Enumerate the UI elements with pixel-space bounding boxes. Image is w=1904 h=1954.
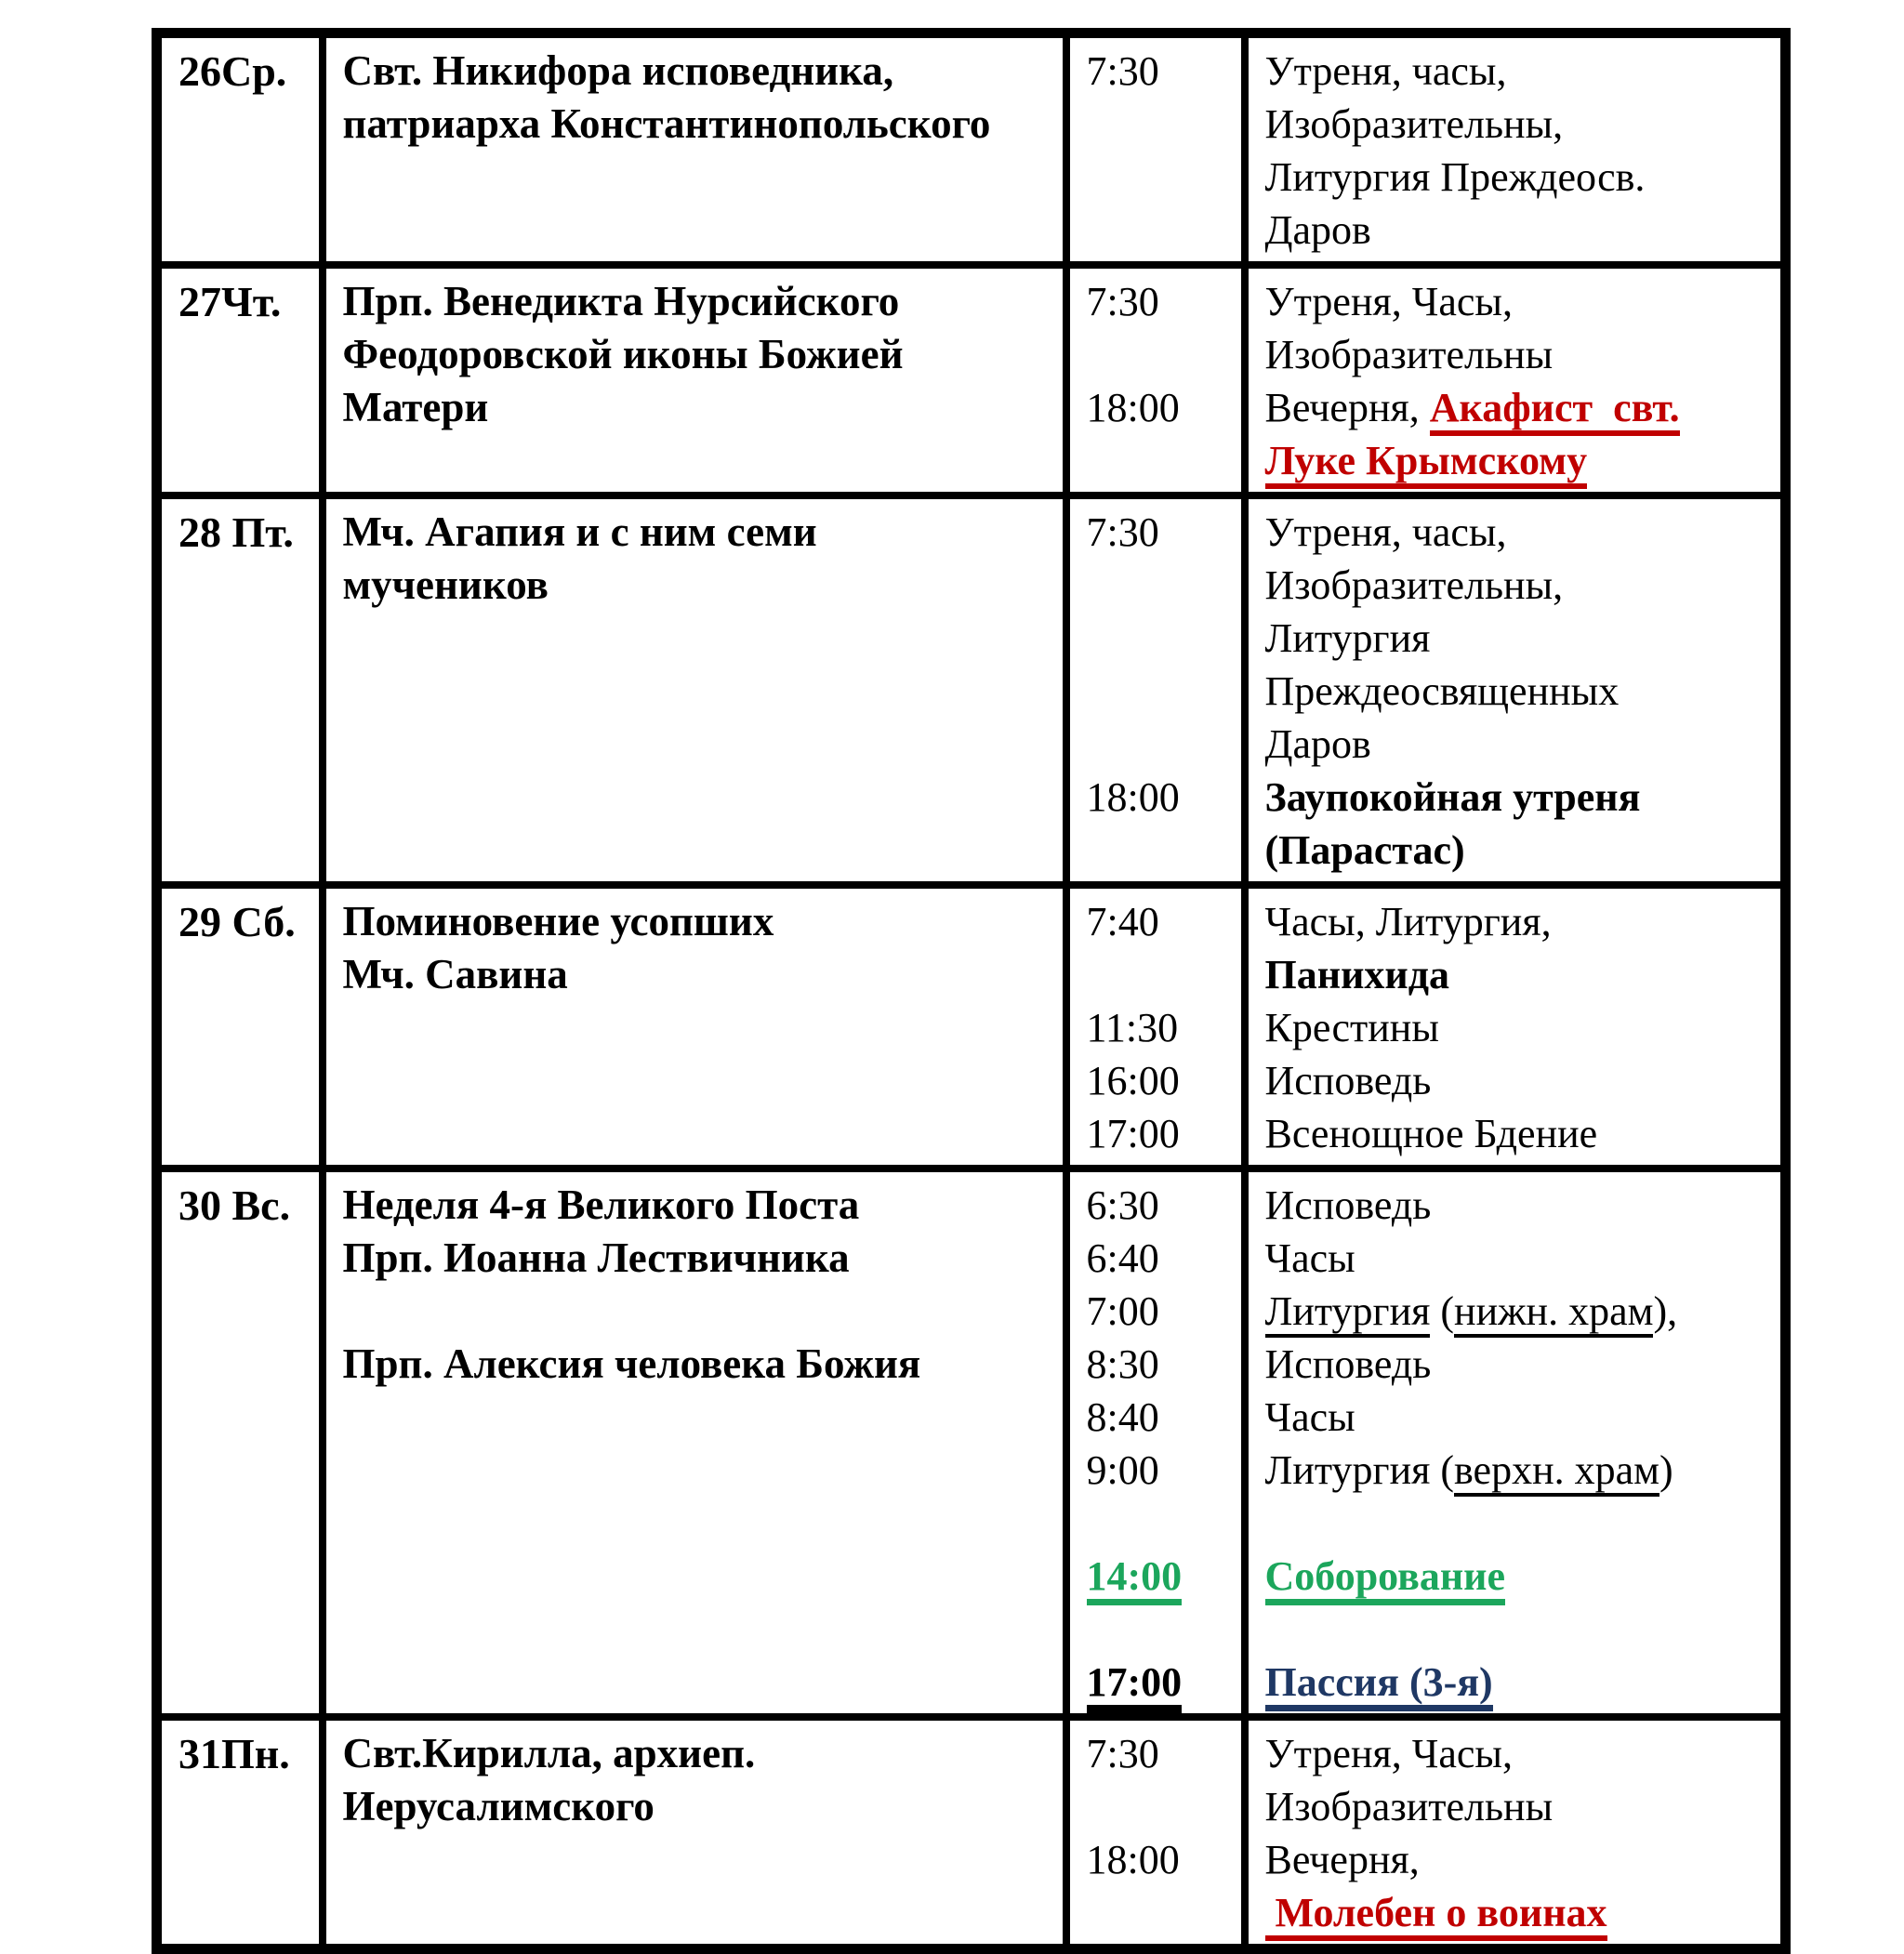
service-line	[1265, 1603, 1776, 1656]
service-line	[1265, 1444, 1776, 1497]
table-row	[157, 1717, 1786, 1949]
feast-line: Матери	[342, 384, 489, 430]
time-value: 7:30	[1086, 279, 1159, 324]
service-line	[1265, 1833, 1776, 1886]
time-line	[1087, 718, 1236, 771]
time-line	[1087, 1338, 1236, 1391]
feast-cell	[323, 1168, 1066, 1717]
service-text: Утреня, Часы,	[1264, 1731, 1513, 1776]
feast-line: патриарха Константинопольского	[342, 100, 991, 147]
service-line	[1265, 45, 1776, 98]
service-line	[1265, 1054, 1776, 1107]
service-text: Часы	[1264, 1394, 1355, 1440]
service-line	[1265, 895, 1776, 948]
feast-line: Мч. Савина	[342, 951, 568, 997]
time-value: 17:00	[1087, 1659, 1183, 1713]
feast-line: Прп. Алексия человека Божия	[342, 1340, 921, 1387]
time-line	[1087, 275, 1236, 328]
feast-cell	[323, 33, 1066, 266]
service-text: Исповедь	[1264, 1341, 1432, 1387]
date-cell	[157, 495, 323, 885]
service-text: (	[1430, 1288, 1455, 1334]
service-text: Литургия (	[1264, 1447, 1455, 1493]
time-line	[1087, 1001, 1236, 1054]
service-text: верхн. храм	[1454, 1447, 1659, 1497]
time-value: 8:30	[1086, 1341, 1159, 1387]
date-cell	[157, 1717, 323, 1949]
service-line	[1265, 328, 1776, 381]
service-text: Даров	[1264, 207, 1371, 253]
service-text: )	[1659, 1447, 1673, 1493]
service-line	[1265, 718, 1776, 771]
time-value: 7:30	[1086, 1731, 1159, 1776]
service-text: Луке Крымскому	[1265, 438, 1588, 489]
time-line	[1087, 1603, 1236, 1656]
time-line	[1087, 1107, 1236, 1160]
service-line	[1265, 151, 1776, 204]
services-cell	[1245, 1717, 1786, 1949]
time-line	[1087, 381, 1236, 434]
schedule-table	[152, 28, 1791, 1954]
date-label: 31Пн.	[178, 1730, 290, 1777]
service-line	[1265, 824, 1776, 877]
time-value: 8:40	[1086, 1394, 1159, 1440]
service-line	[1265, 1179, 1776, 1232]
time-value: 6:30	[1086, 1182, 1159, 1228]
feast-line: Свт.Кирилла, архиеп.	[342, 1730, 756, 1776]
service-line	[1265, 1727, 1776, 1780]
table-row	[157, 33, 1786, 266]
time-cell	[1066, 885, 1245, 1168]
time-line	[1087, 1727, 1236, 1780]
time-line	[1087, 1391, 1236, 1444]
time-cell	[1066, 1168, 1245, 1717]
service-text: Молебен о воинах	[1265, 1890, 1607, 1941]
time-value: 17:00	[1086, 1111, 1180, 1156]
time-value: 18:00	[1086, 1837, 1180, 1882]
feast-cell	[323, 885, 1066, 1168]
time-value: 11:30	[1086, 1005, 1179, 1050]
service-line	[1265, 665, 1776, 718]
service-text: Утреня, Часы,	[1264, 279, 1513, 324]
time-value: 7:00	[1086, 1288, 1159, 1334]
feast-line: Феодоровской иконы Божией	[342, 331, 904, 377]
service-line	[1265, 1338, 1776, 1391]
service-text: Даров	[1264, 721, 1371, 767]
time-line	[1087, 1886, 1236, 1939]
service-text: (Парастас)	[1264, 827, 1465, 873]
service-text: Исповедь	[1264, 1182, 1432, 1228]
services-cell	[1245, 265, 1786, 495]
service-text: Заупокойная утреня	[1264, 774, 1641, 820]
time-value: 16:00	[1086, 1058, 1180, 1103]
service-line	[1265, 1391, 1776, 1444]
service-text: Часы, Литургия,	[1264, 899, 1552, 944]
time-line	[1087, 771, 1236, 824]
service-text: Панихида	[1264, 952, 1450, 997]
service-line	[1265, 771, 1776, 824]
service-text: Изобразительны,	[1264, 101, 1564, 147]
service-text: Всенощное Бдение	[1264, 1111, 1598, 1156]
time-line	[1087, 434, 1236, 487]
service-line	[1265, 1886, 1776, 1939]
service-text: Утреня, часы,	[1264, 48, 1507, 94]
service-line	[1265, 1656, 1776, 1709]
service-line	[1265, 612, 1776, 665]
service-text: Акафист свт.	[1430, 385, 1680, 436]
date-label: 27Чт.	[178, 278, 282, 325]
date-label: 26Ср.	[178, 47, 287, 95]
time-value: 7:40	[1086, 899, 1159, 944]
services-cell	[1245, 495, 1786, 885]
time-line	[1087, 1054, 1236, 1107]
service-line	[1265, 98, 1776, 151]
feast-cell	[323, 495, 1066, 885]
service-line	[1265, 1497, 1776, 1550]
time-value: 18:00	[1086, 774, 1180, 820]
time-line	[1087, 1179, 1236, 1232]
feast-line: Неделя 4-я Великого Поста	[342, 1182, 860, 1228]
services-cell	[1245, 33, 1786, 266]
service-text: Вечерня,	[1264, 385, 1430, 430]
feast-line: Иерусалимского	[342, 1783, 654, 1829]
date-cell	[157, 1168, 323, 1717]
time-line	[1087, 1285, 1236, 1338]
time-line	[1087, 98, 1236, 151]
time-cell	[1066, 265, 1245, 495]
service-text: Преждеосвященных	[1264, 668, 1620, 714]
feast-line	[343, 1285, 1057, 1338]
time-cell	[1066, 33, 1245, 266]
time-line	[1087, 824, 1236, 877]
table-row	[157, 1168, 1786, 1717]
service-text: Литургия	[1265, 1288, 1431, 1338]
time-value: 7:30	[1086, 48, 1159, 94]
feast-cell	[323, 265, 1066, 495]
service-line	[1265, 1001, 1776, 1054]
time-line	[1087, 204, 1236, 257]
service-text: Изобразительны	[1264, 332, 1554, 377]
time-line	[1087, 1444, 1236, 1497]
time-line	[1087, 1656, 1236, 1709]
service-line	[1265, 506, 1776, 559]
time-line	[1087, 612, 1236, 665]
feast-line: Мч. Агапия и с ним семи	[342, 508, 817, 555]
date-label: 30 Вс.	[178, 1182, 291, 1229]
service-text: Соборование	[1265, 1553, 1506, 1605]
time-line	[1087, 328, 1236, 381]
schedule-rows	[157, 33, 1786, 1949]
time-value: 9:00	[1086, 1447, 1159, 1493]
service-line	[1265, 559, 1776, 612]
time-value: 18:00	[1086, 385, 1180, 430]
table-row	[157, 885, 1786, 1168]
time-line	[1087, 1780, 1236, 1833]
time-line	[1087, 151, 1236, 204]
date-label: 28 Пт.	[178, 508, 294, 556]
feast-line: Поминовение усопших	[342, 898, 774, 944]
date-cell	[157, 33, 323, 266]
feast-cell	[323, 1717, 1066, 1949]
service-text: Крестины	[1264, 1005, 1439, 1050]
service-line	[1265, 204, 1776, 257]
service-text: Изобразительны	[1264, 1784, 1554, 1829]
service-line	[1265, 381, 1776, 434]
time-line	[1087, 1833, 1236, 1886]
services-cell	[1245, 885, 1786, 1168]
date-label: 29 Сб.	[178, 898, 296, 945]
service-line	[1265, 434, 1776, 487]
service-text: Утреня, часы,	[1264, 509, 1507, 555]
table-row	[157, 265, 1786, 495]
service-line	[1265, 1232, 1776, 1285]
feast-line: Прп. Венедикта Нурсийского	[342, 278, 900, 324]
service-text: Пассия (3-я)	[1265, 1659, 1493, 1711]
service-text: Литургия Преждеосв.	[1264, 154, 1646, 200]
time-line	[1087, 1232, 1236, 1285]
time-line	[1087, 506, 1236, 559]
time-line	[1087, 1550, 1236, 1603]
service-line	[1265, 1550, 1776, 1603]
service-text: Часы	[1264, 1235, 1355, 1281]
service-text: ),	[1653, 1288, 1678, 1334]
service-text: Вечерня,	[1264, 1837, 1420, 1882]
time-line	[1087, 895, 1236, 948]
service-text: нижн. храм	[1454, 1288, 1653, 1338]
feast-line: мучеников	[342, 561, 549, 608]
services-cell	[1245, 1168, 1786, 1717]
time-line	[1087, 1497, 1236, 1550]
time-line	[1087, 559, 1236, 612]
service-text: Изобразительны,	[1264, 562, 1564, 608]
feast-line: Свт. Никифора исповедника,	[342, 47, 894, 94]
service-text: Литургия	[1264, 615, 1431, 661]
service-line	[1265, 948, 1776, 1001]
feast-line: Прп. Иоанна Лествичника	[342, 1234, 850, 1281]
date-cell	[157, 265, 323, 495]
service-line	[1265, 275, 1776, 328]
time-value: 6:40	[1086, 1235, 1159, 1281]
time-cell	[1066, 1717, 1245, 1949]
table-row	[157, 495, 1786, 885]
time-cell	[1066, 495, 1245, 885]
date-cell	[157, 885, 323, 1168]
time-value: 7:30	[1086, 509, 1159, 555]
time-line	[1087, 45, 1236, 98]
service-line	[1265, 1107, 1776, 1160]
time-value: 14:00	[1087, 1553, 1183, 1605]
time-line	[1087, 948, 1236, 1001]
service-line	[1265, 1285, 1776, 1338]
service-line	[1265, 1780, 1776, 1833]
time-line	[1087, 665, 1236, 718]
service-text: Исповедь	[1264, 1058, 1432, 1103]
